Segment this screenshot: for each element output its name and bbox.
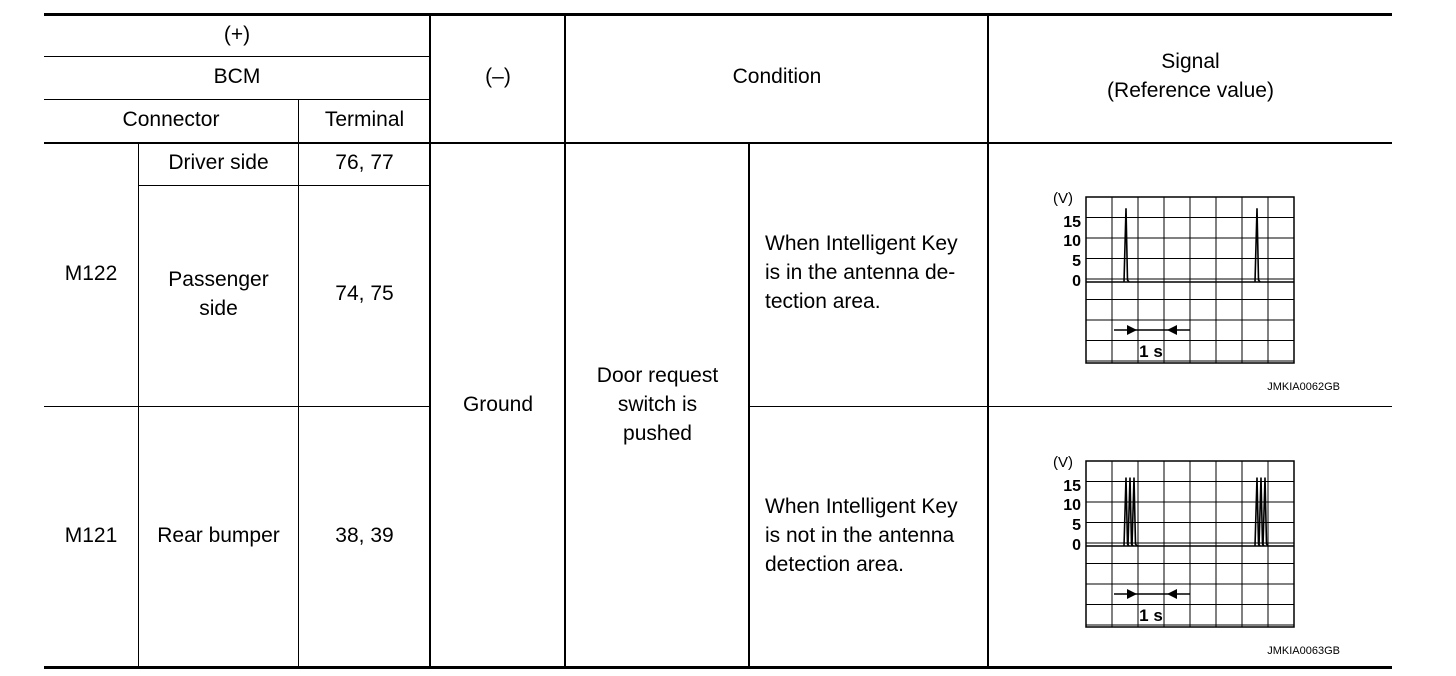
condition-split-rule [749, 406, 1392, 407]
cond-out-line2: is not in the antenna [765, 524, 955, 547]
driver-terminals: 76, 77 [335, 151, 394, 174]
waveform-out-area [1050, 446, 1350, 660]
time-marker-arrow-right [1167, 325, 1177, 335]
signal-header [989, 47, 1392, 105]
time-marker-arrow-right [1167, 589, 1177, 599]
y-tick-5: 5 [1072, 517, 1081, 534]
cond-in-line2: is in the antenna de- [765, 261, 956, 284]
m122-m121-rule [44, 406, 430, 407]
time-marker-arrow-left [1127, 589, 1137, 599]
driver-passenger-rule [138, 185, 430, 186]
switch-line2: switch is [617, 393, 698, 416]
signal-header-line1: Signal [1161, 50, 1220, 73]
signal-header-line2: (Reference value) [1107, 79, 1274, 102]
plus-bcm-rule [44, 56, 430, 57]
col-divider-4 [564, 15, 566, 668]
bcm-connector-rule [44, 99, 430, 100]
cond-in-line3: tection area. [765, 290, 881, 313]
ground-label: Ground [462, 393, 534, 416]
y-tick-15: 15 [1063, 214, 1081, 231]
col-divider-1 [138, 143, 139, 668]
bcm-header: BCM [213, 65, 261, 88]
figure-code: JMKIA0062GB [1267, 381, 1340, 393]
condition-in-area [765, 229, 987, 316]
terminal-header: Terminal [324, 108, 405, 131]
header-bottom-rule [44, 142, 1392, 144]
minus-header: (–) [485, 65, 511, 88]
waveform-in-area [1050, 182, 1350, 396]
passenger-side-label [139, 265, 298, 323]
col-divider-6 [987, 15, 989, 668]
unit-label: (V) [1053, 454, 1073, 471]
switch-line1: Door request [596, 364, 719, 387]
cond-out-line3: detection area. [765, 553, 904, 576]
signal-pulse [1132, 477, 1137, 546]
y-tick-5: 5 [1072, 253, 1081, 270]
col-divider-2 [298, 99, 299, 668]
cond-in-line1: When Intelligent Key [765, 232, 958, 255]
time-marker [1114, 589, 1190, 625]
rear-terminals: 38, 39 [335, 524, 394, 547]
driver-side-label: Driver side [168, 151, 269, 174]
rear-bumper-label: Rear bumper [157, 524, 280, 547]
connector-m121: M121 [64, 524, 118, 547]
y-tick-10: 10 [1063, 233, 1081, 250]
connector-header: Connector [122, 108, 220, 131]
y-tick-15: 15 [1063, 478, 1081, 495]
time-label: 1 s [1139, 606, 1163, 625]
y-tick-0: 0 [1072, 273, 1081, 290]
time-marker [1114, 325, 1190, 361]
pulses [1124, 208, 1260, 282]
plus-header: (+) [223, 23, 251, 46]
waveform-out-area-svg [1050, 446, 1350, 660]
y-tick-0: 0 [1072, 537, 1081, 554]
y-tick-10: 10 [1063, 497, 1081, 514]
signal-pulse [1263, 477, 1268, 546]
condition-out-area [765, 492, 987, 579]
time-label: 1 s [1139, 342, 1163, 361]
passenger-line2: side [199, 297, 238, 320]
table-top-border [44, 13, 1392, 16]
cond-out-line1: When Intelligent Key [765, 495, 958, 518]
signal-pulse [1124, 208, 1129, 282]
passenger-line1: Passenger [168, 268, 269, 291]
passenger-terminals: 74, 75 [335, 282, 394, 305]
switch-line3: pushed [623, 422, 692, 445]
figure-code: JMKIA0063GB [1267, 645, 1340, 657]
signal-pulse [1255, 208, 1260, 282]
waveform-in-area-svg [1050, 182, 1350, 396]
switch-condition [566, 361, 749, 448]
condition-header: Condition [732, 65, 822, 88]
table-bottom-border [44, 666, 1392, 669]
time-marker-arrow-left [1127, 325, 1137, 335]
unit-label: (V) [1053, 190, 1073, 207]
connector-m122: M122 [64, 262, 118, 285]
waveform-grid [1086, 197, 1294, 363]
pulses [1124, 477, 1268, 546]
